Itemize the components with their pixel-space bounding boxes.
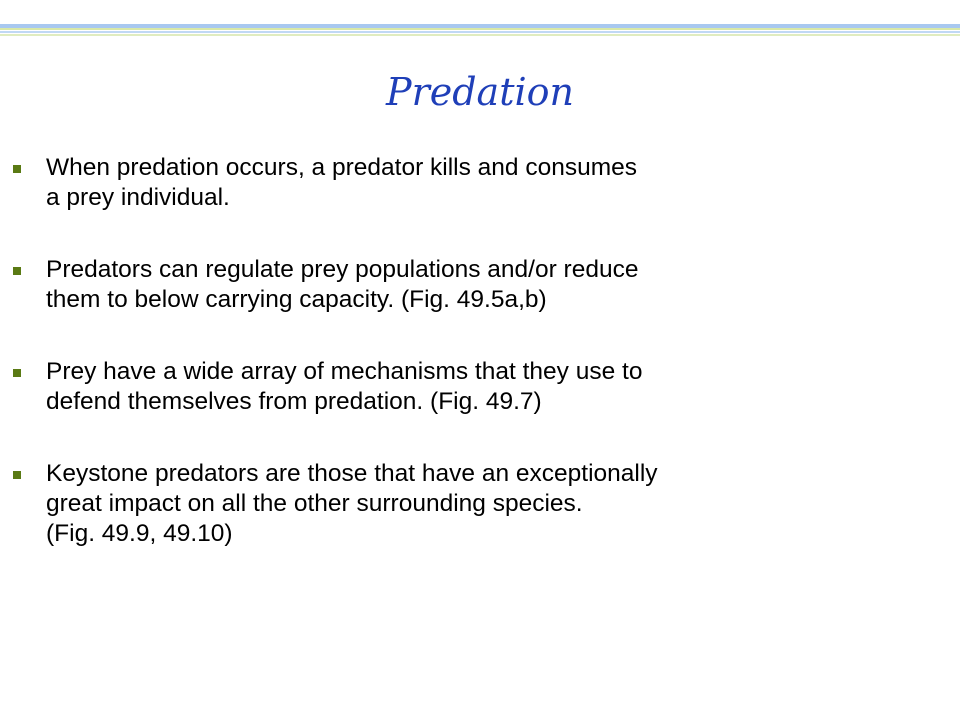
bullet-text: Prey have a wide array of mechanisms that they use to defend themselves from predation. (Fig. 49.7) (46, 358, 643, 415)
top-rule-light-green (0, 34, 960, 36)
square-bullet-icon (13, 471, 21, 479)
bullet-item (0, 255, 866, 315)
square-bullet-icon (13, 165, 21, 173)
bullet-item (0, 153, 866, 213)
bullet-list (0, 153, 960, 591)
square-bullet-icon (13, 267, 21, 275)
top-rule-green (0, 28, 960, 30)
bullet-text: Predators can regulate prey populations and/or reduce them to below carrying capacity. (Fig. 49.5a,b) (46, 256, 639, 313)
bullet-item (0, 357, 866, 417)
top-rule-light-blue (0, 31, 960, 33)
bullet-text: Keystone predators are those that have an exceptionally great impact on all the other surrounding species. (Fig. 49.9, 49.10) (46, 460, 658, 547)
square-bullet-icon (13, 369, 21, 377)
bullet-text: When predation occurs, a predator kills and consumes a prey individual. (46, 154, 638, 211)
bullet-item (0, 459, 866, 549)
slide-title: Predation (386, 70, 574, 114)
